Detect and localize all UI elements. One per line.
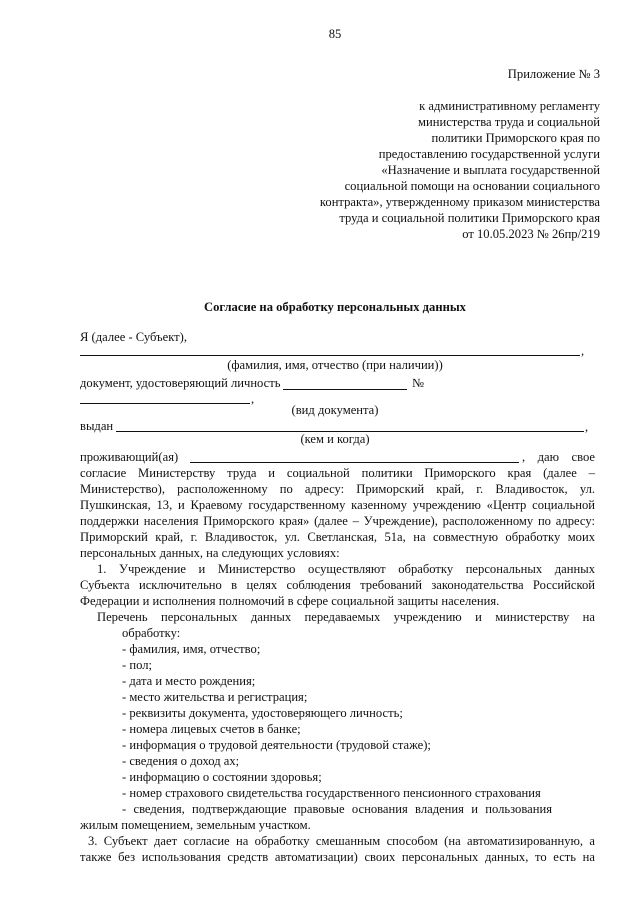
consent-text-line: согласие Министерству труда и социальной политики Приморского края (далее – <box>80 466 595 480</box>
list-item: жилым помещением, земельным участком. <box>80 818 311 832</box>
number-sign: № <box>412 376 425 390</box>
appendix-line: социальной помощи на основании социального <box>344 179 600 193</box>
appendix-line: контракта», утвержденному приказом министерства <box>319 195 600 209</box>
fio-caption: (фамилия, имя, отчество (при наличии)) <box>227 358 443 372</box>
clause-1-line: 1. Учреждение и Министерство осуществляют обработку персональных данных <box>97 562 595 576</box>
list-item: - реквизиты документа, удостоверяющего личность; <box>122 706 403 720</box>
comma: , <box>251 392 255 406</box>
comma: , <box>585 420 589 434</box>
list-intro: обработку: <box>122 626 181 640</box>
list-item: - номер страхового свидетельства государственного пенсионного страхования <box>122 786 541 800</box>
list-item: - номера лицевых счетов в банке; <box>122 722 301 736</box>
list-item: - информация о трудовой деятельности (трудовой стаже); <box>122 738 431 752</box>
clause-1-line: Субъекта исключительно в целях соблюдения требований законодательства Российской <box>80 578 595 592</box>
clause-3-line: 3. Субъект дает согласие на обработку смешанным способом (на автоматизированную, а <box>88 834 595 848</box>
appendix-line: предоставлению государственной услуги <box>378 147 600 161</box>
list-intro: Перечень персональных данных передаваемых учреждению и министерству на <box>97 610 595 624</box>
comma: , <box>581 344 585 358</box>
appendix-line: министерства труда и социальной <box>418 115 600 129</box>
consent-text-line: Пушкинская, 13, и Краевому государственному казенному учреждению «Центр социальной <box>80 498 595 512</box>
appendix-line: от 10.05.2023 № 26пр/219 <box>462 227 600 241</box>
residence-field-line <box>190 462 519 463</box>
clause-3-line: также без использования средств автоматизации) своих персональных данных, то есть на <box>80 850 595 864</box>
page-number: 85 <box>328 27 342 41</box>
residing-label: проживающий(ая) <box>80 450 179 464</box>
list-item: - пол; <box>122 658 152 672</box>
consent-text-line: Приморский край, г. Владивосток, ул. Светланская, 51а, на совместную обработку моих <box>80 530 595 544</box>
consent-text-line: персональных данных, на следующих условиях: <box>80 546 340 560</box>
fio-field-line <box>80 355 580 356</box>
subject-intro: Я (далее - Субъект), <box>80 330 188 344</box>
list-item: - место жительства и регистрация; <box>122 690 308 704</box>
clause-1-line: Федерации и исполнения полномочий в сфере социальной защиты населения. <box>80 594 500 608</box>
appendix-line: «Назначение и выплата государственной <box>381 163 600 177</box>
list-item: - информацию о состоянии здоровья; <box>122 770 322 784</box>
consent-text-line: поддержки населения Приморского края» (далее – Учреждение), расположенному по адресу: <box>80 514 595 528</box>
list-item: - сведения о доход ах; <box>122 754 240 768</box>
consent-text-line: Министерство), расположенному по адресу: Приморский край, г. Владивосток, ул. <box>80 482 595 496</box>
appendix-line: к административному регламенту <box>419 99 600 113</box>
appendix-line: труда и социальной политики Приморского края <box>339 211 600 225</box>
issued-caption: (кем и когда) <box>300 432 370 446</box>
document-type-caption: (вид документа) <box>291 403 379 417</box>
id-document-field-line <box>283 389 407 390</box>
issued-label: выдан <box>80 419 114 433</box>
residing-tail: , даю свое <box>522 450 595 464</box>
id-document-label: документ, удостоверяющий личность <box>80 376 281 390</box>
list-item: - фамилия, имя, отчество; <box>122 642 261 656</box>
list-item: - дата и место рождения; <box>122 674 256 688</box>
list-item: - сведения, подтверждающие правовые основания владения и пользования <box>122 802 552 816</box>
appendix-title: Приложение № 3 <box>507 67 600 81</box>
document-title: Согласие на обработку персональных данных <box>204 300 466 314</box>
appendix-line: политики Приморского края по <box>431 131 600 145</box>
